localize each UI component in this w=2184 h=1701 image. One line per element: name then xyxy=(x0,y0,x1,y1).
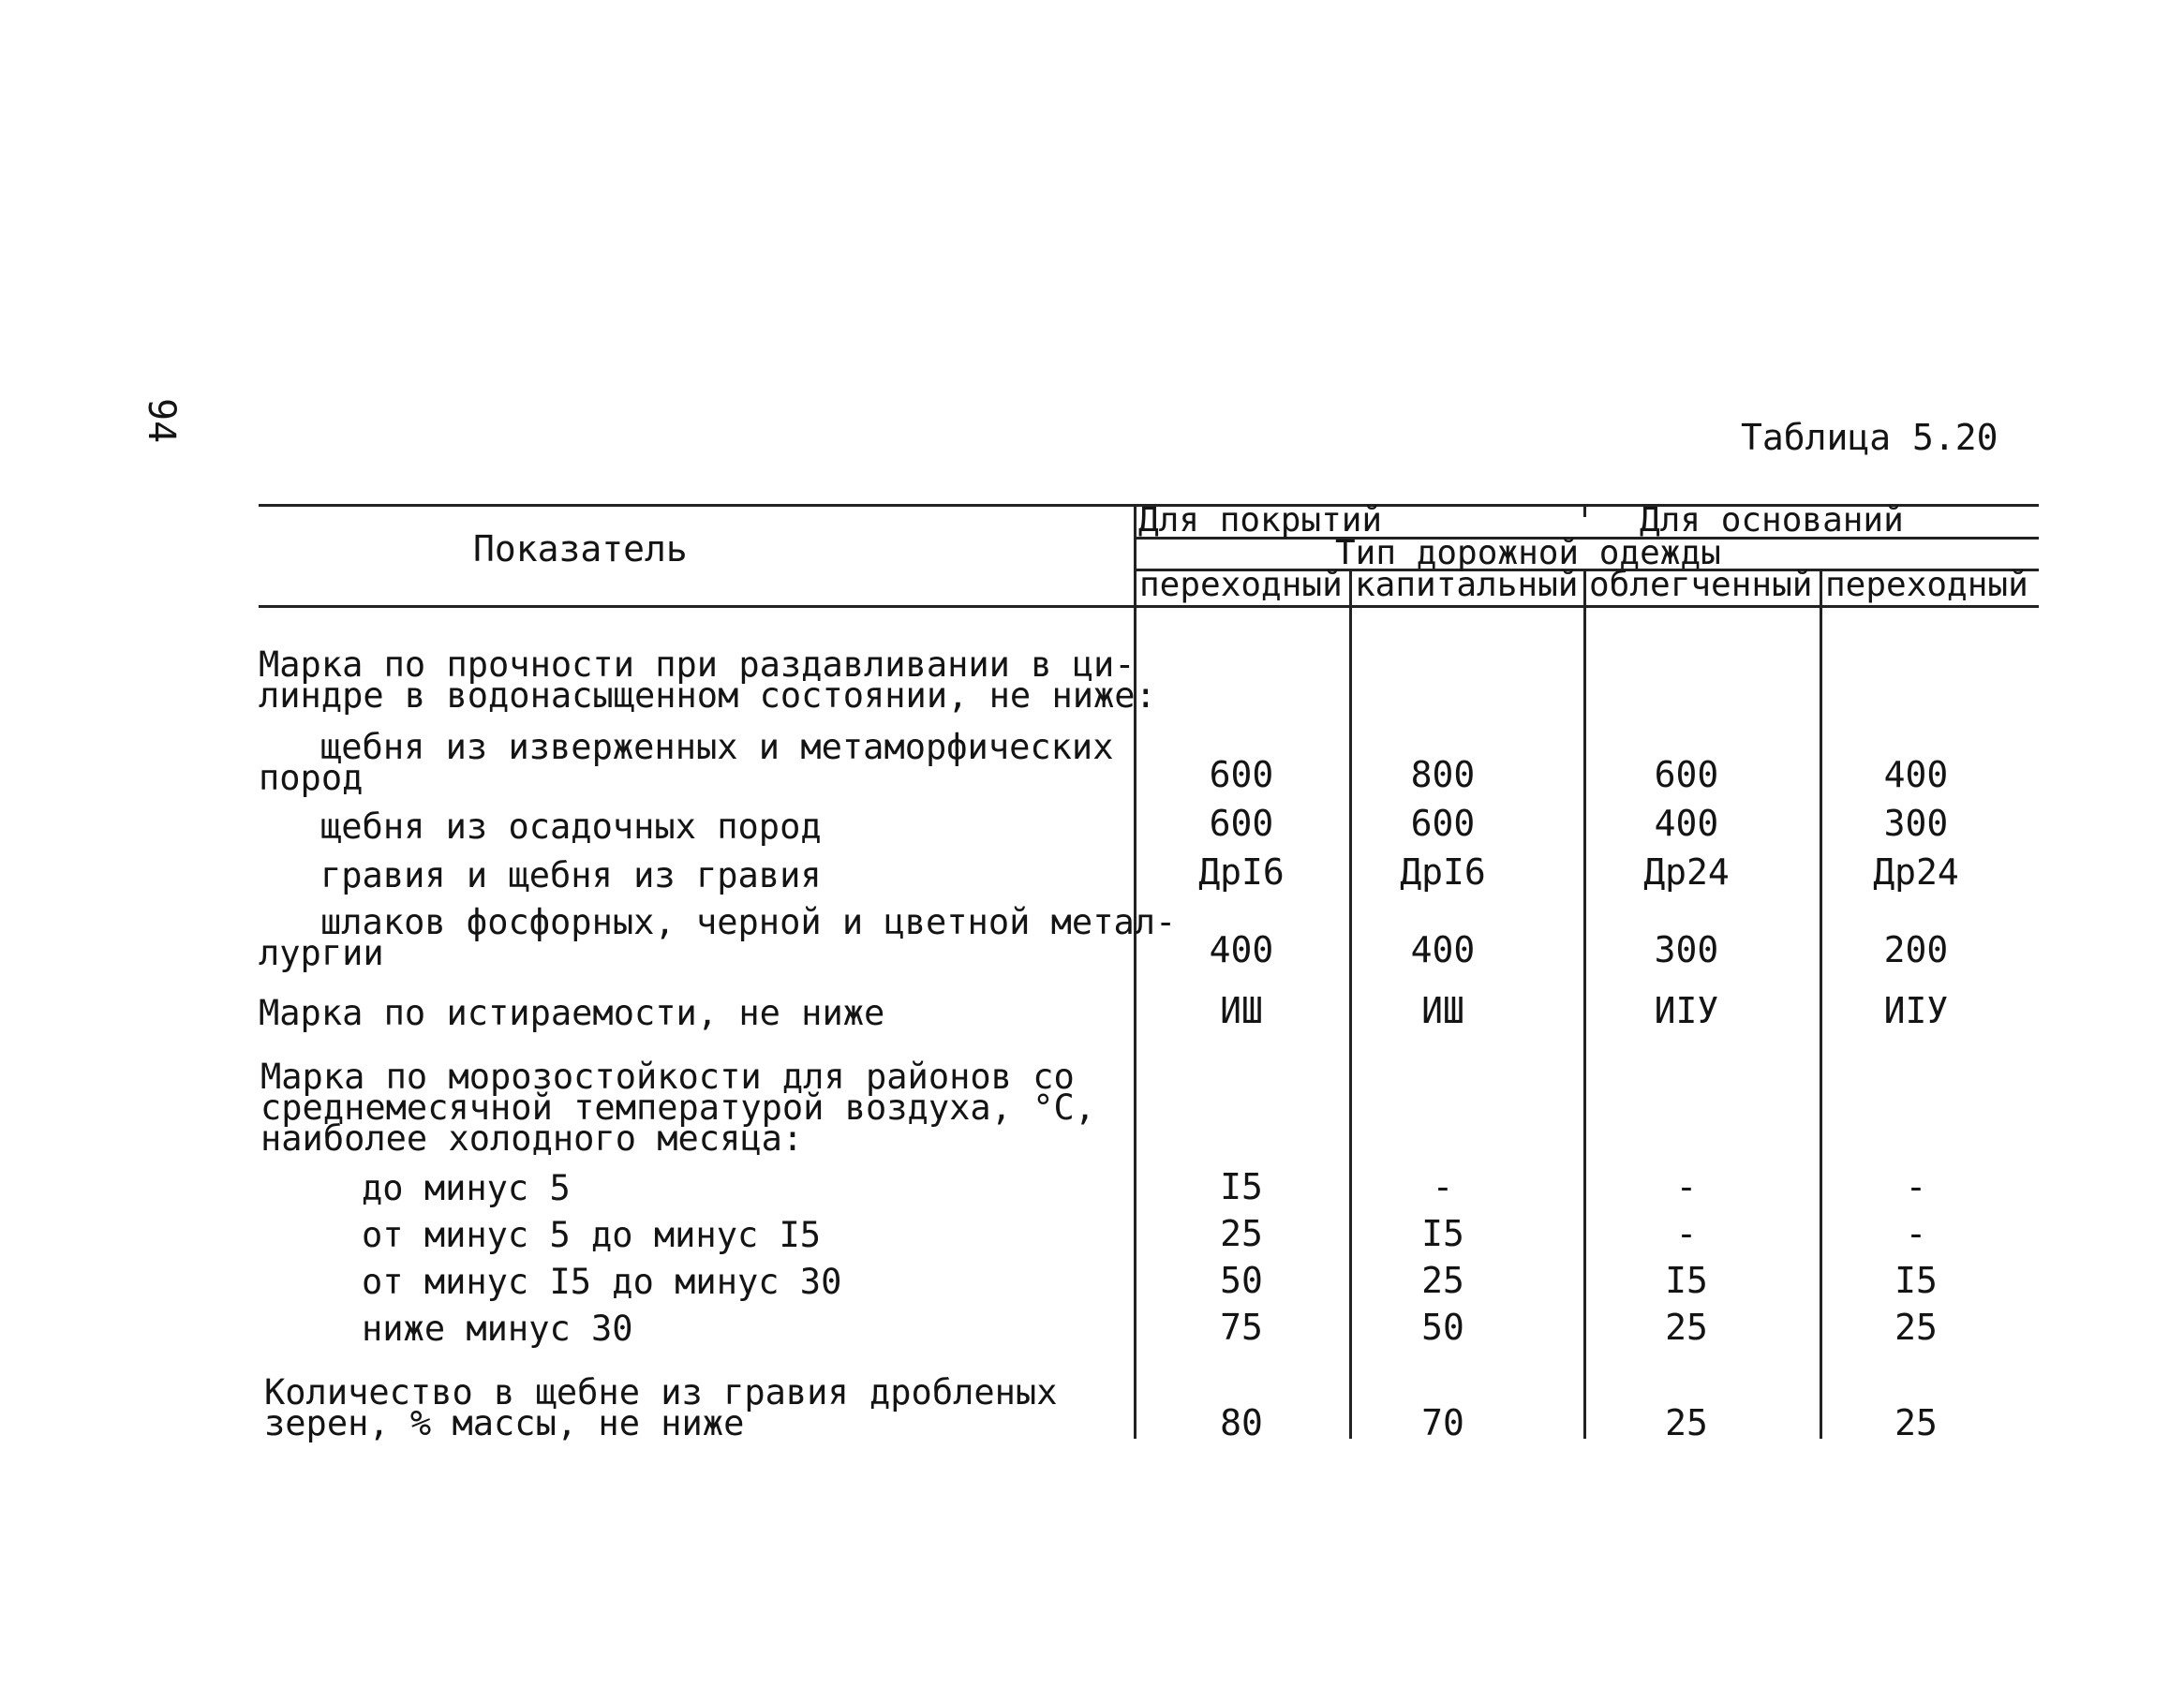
row-gravel-val-3: Др24 xyxy=(1643,851,1730,893)
row-sedimentary-label: щебня из осадочных пород xyxy=(320,806,822,847)
header-col-1: переходный xyxy=(1139,566,1343,604)
frost-row-2-val-4: - xyxy=(1905,1213,1927,1254)
row-sedimentary-val-1: 600 xyxy=(1209,803,1274,844)
frost-row-1-val-3: - xyxy=(1675,1166,1698,1207)
column-divider-4 xyxy=(1820,569,1822,1439)
row-sedimentary-val-3: 400 xyxy=(1654,803,1719,844)
abrasion-label: Марка по истираемости, не ниже xyxy=(259,993,885,1033)
row-gravel-val-2: ДрI6 xyxy=(1400,851,1486,893)
row-igneous-val-3: 600 xyxy=(1654,754,1719,795)
frost-row-1-val-4: - xyxy=(1905,1166,1927,1207)
header-col-3: облегченный xyxy=(1589,566,1813,604)
header-bottom-rule xyxy=(259,605,2039,608)
row-igneous-label-1: щебня из изверженных и метаморфических xyxy=(320,727,1114,767)
strength-title-line2: линдре в водонасыщенном состоянии, не ниже: xyxy=(259,675,1156,716)
abrasion-val-4: ИIУ xyxy=(1883,990,1949,1031)
table-title: Таблица 5.20 xyxy=(1741,417,1998,458)
crushed-label-2: зерен, % массы, не ниже xyxy=(264,1403,745,1443)
crushed-val-4: 25 xyxy=(1894,1402,1938,1443)
row-gravel-val-1: ДрI6 xyxy=(1198,851,1285,893)
row-igneous-label-2: пород xyxy=(259,758,364,798)
row-slag-val-3: 300 xyxy=(1654,929,1719,970)
frost-row-2-label: от минус 5 до минус I5 xyxy=(362,1215,822,1255)
header-col-4: переходный xyxy=(1825,566,2028,604)
row-igneous-val-2: 800 xyxy=(1410,754,1476,795)
group-divider-tick xyxy=(1583,504,1586,517)
frost-title-line2: среднемесячной температурой воздуха, °С, xyxy=(260,1087,1096,1128)
crushed-val-1: 80 xyxy=(1220,1402,1263,1443)
row-gravel-label: гравия и щебня из гравия xyxy=(320,855,822,895)
frost-title-line3: наиболее холодного месяца: xyxy=(260,1118,804,1159)
frost-row-4-val-3: 25 xyxy=(1665,1307,1708,1348)
frost-row-3-val-2: 25 xyxy=(1421,1260,1464,1301)
header-pavement-type: Тип дорожной одежды xyxy=(1335,534,1721,572)
header-group-bases: Для оснований xyxy=(1640,501,1904,540)
frost-row-4-val-1: 75 xyxy=(1220,1307,1263,1348)
frost-row-1-val-2: - xyxy=(1432,1166,1454,1207)
frost-row-2-val-1: 25 xyxy=(1220,1213,1263,1254)
abrasion-val-3: ИIУ xyxy=(1654,990,1719,1031)
row-slag-val-4: 200 xyxy=(1883,929,1949,970)
row-igneous-val-4: 400 xyxy=(1883,754,1949,795)
strength-title-line1: Марка по прочности при раздавливании в ци- xyxy=(259,644,1136,685)
column-divider-3 xyxy=(1583,569,1586,1439)
header-indicator: Показатель xyxy=(473,528,688,569)
frost-row-3-val-4: I5 xyxy=(1894,1260,1938,1301)
crushed-label-1: Количество в щебне из гравия дробленых xyxy=(264,1372,1058,1413)
row-slag-val-1: 400 xyxy=(1209,929,1274,970)
frost-row-3-val-1: 50 xyxy=(1220,1260,1263,1301)
abrasion-val-1: ИШ xyxy=(1220,990,1263,1031)
row-igneous-val-1: 600 xyxy=(1209,754,1274,795)
abrasion-val-2: ИШ xyxy=(1421,990,1464,1031)
row-slag-label-2: лургии xyxy=(259,933,384,973)
crushed-val-3: 25 xyxy=(1665,1402,1708,1443)
row-slag-val-2: 400 xyxy=(1410,929,1476,970)
row-gravel-val-4: Др24 xyxy=(1873,851,1959,893)
frost-row-3-val-3: I5 xyxy=(1665,1260,1708,1301)
header-group-coverings: Для покрытий xyxy=(1138,501,1383,540)
row-slag-label-1: шлаков фосфорных, черной и цветной метал- xyxy=(320,902,1177,942)
header-col-2: капитальный xyxy=(1355,566,1579,604)
frost-row-4-val-2: 50 xyxy=(1421,1307,1464,1348)
row-sedimentary-val-2: 600 xyxy=(1410,803,1476,844)
frost-row-2-val-2: I5 xyxy=(1421,1213,1464,1254)
column-divider-2 xyxy=(1349,569,1352,1439)
frost-row-3-label: от минус I5 до минус 30 xyxy=(362,1262,842,1302)
frost-row-4-label: ниже минус 30 xyxy=(362,1309,633,1349)
frost-row-2-val-3: - xyxy=(1675,1213,1698,1254)
frost-row-1-val-1: I5 xyxy=(1220,1166,1263,1207)
frost-title-line1: Марка по морозостойкости для районов со xyxy=(260,1057,1075,1097)
crushed-val-2: 70 xyxy=(1421,1402,1464,1443)
frost-row-1-label: до минус 5 xyxy=(362,1168,571,1208)
frost-row-4-val-4: 25 xyxy=(1894,1307,1938,1348)
page-number: 94 xyxy=(140,398,183,444)
row-sedimentary-val-4: 300 xyxy=(1883,803,1949,844)
